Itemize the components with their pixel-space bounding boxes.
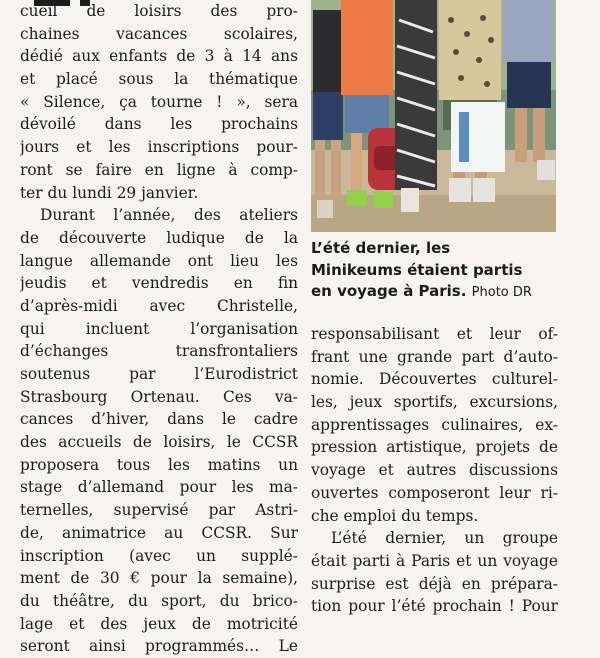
text-line: frant une grande part d’auto- bbox=[311, 347, 558, 366]
text-line: L’été dernier, un groupe bbox=[331, 529, 558, 548]
text-line: apprentissages culinaires, ex- bbox=[311, 415, 558, 434]
text-line: cances d’hiver, dans le cadre bbox=[20, 410, 298, 429]
text-line: pression artistique, projets de bbox=[311, 438, 558, 457]
text-line: langue allemande ont lieu les bbox=[20, 251, 298, 270]
text-line: ront se faire en ligne à comp- bbox=[20, 160, 298, 179]
photo-caption bbox=[311, 238, 571, 303]
text-line: tion pour l’été prochain ! Pour bbox=[311, 597, 558, 616]
text-line: ter du lundi 29 janvier. bbox=[20, 183, 199, 202]
text-line: ouvertes composeront leur ri- bbox=[311, 483, 558, 502]
text-line: inscription (avec un supplé- bbox=[20, 546, 298, 565]
text-line: jours et les inscriptions pour- bbox=[20, 138, 298, 157]
article-photo bbox=[311, 0, 556, 232]
text-line: che emploi du temps. bbox=[311, 506, 479, 525]
text-line: « Silence, ça tourne ! », sera bbox=[20, 92, 298, 111]
text-line: d’après-midi avec Christelle, bbox=[20, 296, 298, 315]
text-line: soutenus par l’Eurodistrict bbox=[20, 365, 298, 383]
text-line: surprise est déjà en prépara- bbox=[311, 574, 558, 593]
text-line: ment de 30 € pour la semaine), bbox=[20, 569, 298, 588]
text-line: des accueils de loisirs, le CCSR bbox=[20, 433, 298, 452]
caption-line: en voyage à Paris. bbox=[311, 282, 467, 300]
text-line: les, jeux sportifs, excursions, bbox=[311, 393, 558, 412]
text-line: chaines vacances scolaires, bbox=[20, 24, 298, 43]
text-line: était parti à Paris et un voyage bbox=[311, 551, 558, 570]
text-line: lage et des jeux de motricité bbox=[20, 614, 298, 633]
text-line: voyage et autres discussions bbox=[311, 461, 558, 480]
text-line: jeudis et vendredis en fin bbox=[20, 274, 298, 293]
caption-line: Minikeums étaient partis bbox=[311, 260, 523, 279]
text-line: qui incluent l’organisation bbox=[20, 319, 298, 338]
text-line: et placé sous la thématique bbox=[20, 70, 298, 89]
caption-line bbox=[311, 281, 571, 303]
text-line: de découverte ludique de la bbox=[20, 228, 298, 247]
text-line: seront ainsi programmés… Le bbox=[20, 637, 298, 656]
text-line: dévoilé dans les prochains bbox=[20, 115, 298, 134]
text-line: Strasbourg Ortenau. Ces va- bbox=[20, 387, 298, 406]
caption-line: L’été dernier, les bbox=[311, 239, 451, 257]
text-line: nomie. Découvertes culturel- bbox=[311, 370, 558, 389]
text-line: Durant l’année, des ateliers bbox=[40, 206, 298, 225]
text-line: ternelles, supervisé par Astri- bbox=[20, 501, 298, 520]
text-line: stage d’allemand pour les ma- bbox=[20, 478, 298, 497]
photo-credit: Photo DR bbox=[471, 285, 532, 300]
text-line: du théâtre, du sport, du brico- bbox=[20, 591, 298, 610]
text-line: de, animatrice au CCSR. Sur bbox=[20, 523, 298, 542]
article-column-right bbox=[311, 323, 558, 618]
text-line: d’échanges transfrontaliers bbox=[20, 342, 298, 361]
text-line: proposera tous les matins un bbox=[20, 455, 298, 474]
article-column-left bbox=[20, 0, 298, 658]
text-line: responsabilisant et leur of- bbox=[311, 325, 558, 343]
text-line: cueil de loisirs des pro- bbox=[20, 2, 298, 20]
text-line: dédié aux enfants de 3 à 14 ans bbox=[20, 47, 298, 66]
